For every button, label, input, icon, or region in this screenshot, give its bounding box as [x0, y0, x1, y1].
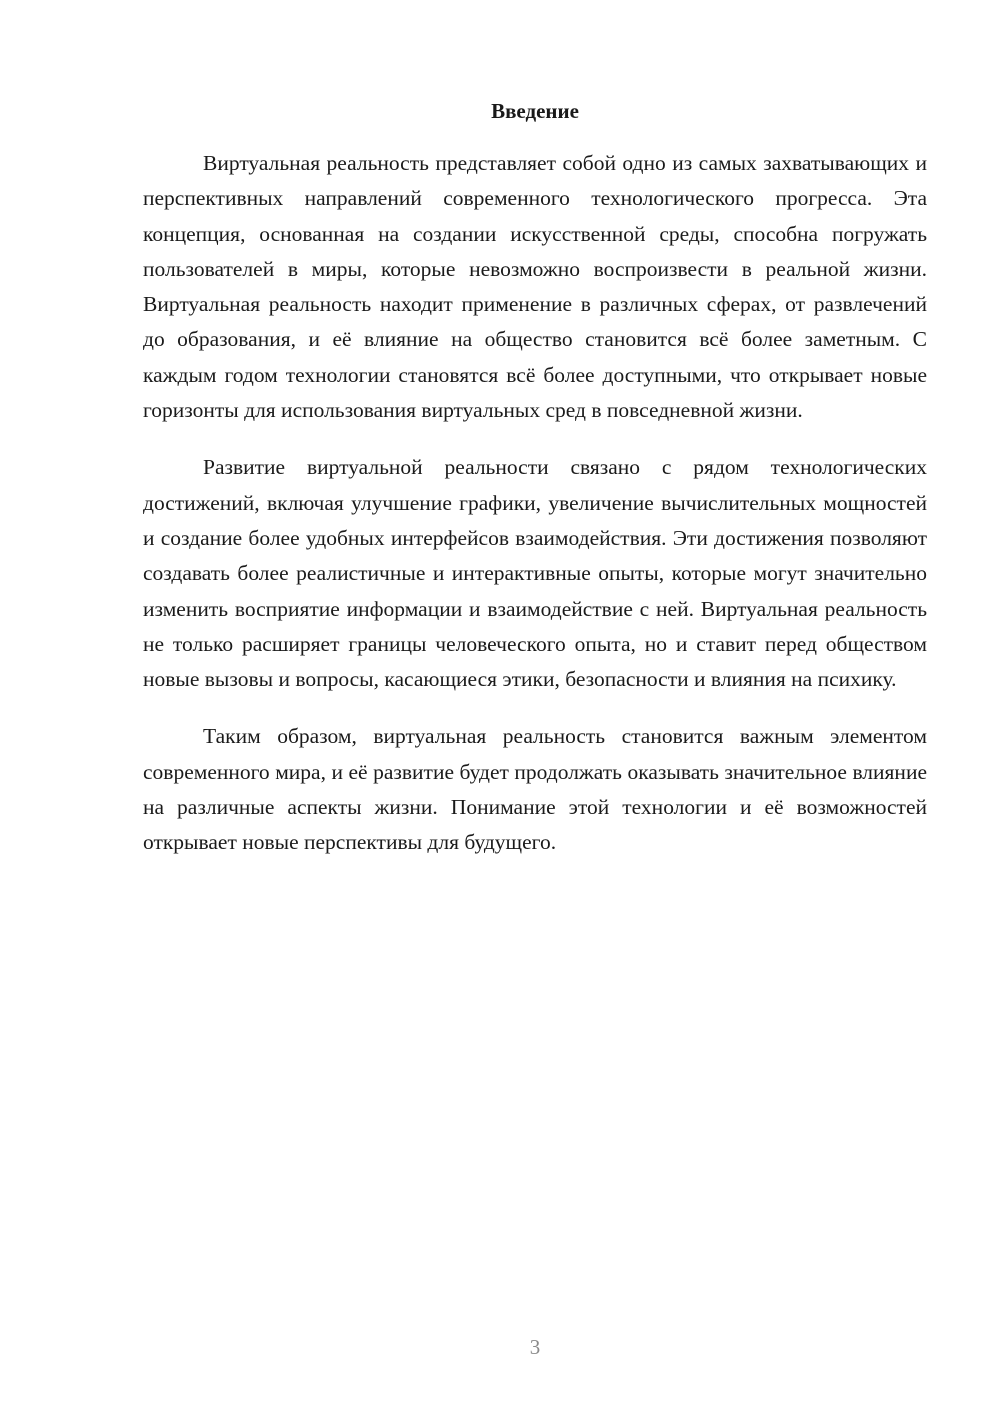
paragraph-1: Виртуальная реальность представляет собой одно из самых захватывающих и перспективных направлений современного технологического прогресса. Эта концепция, основанная на создании искусственной среды, способна погружать пользователей в миры, которые невозможно воспроизвести в реальной жизни. Виртуальная реальность находит применение в различных сферах, от развлечений до образования, и её влияние на общество становится всё более заметным. С каждым годом технологии становятся всё более доступными, что открывает новые горизонты для использования виртуальных сред в повседневной жизни.: [143, 151, 927, 423]
page-content: [143, 96, 927, 861]
page-number: 3: [529, 1335, 541, 1359]
paragraph-3: Таким образом, виртуальная реальность становится важным элементом современного мира, и её развитие будет продолжать оказывать значительное влияние на различные аспекты жизни. Понимание этой технологии и её возможностей открывает новые перспективы для будущего.: [143, 724, 927, 855]
section-heading: Введение: [491, 99, 579, 123]
paragraph-2: Развитие виртуальной реальности связано с рядом технологических достижений, включая улучшение графики, увеличение вычислительных мощностей и создание более удобных интерфейсов взаимодействия. Эти достижения позволяют создавать более реалистичные и интерактивные опыты, которые могут значительно изменить восприятие информации и взаимодействие с ней. Виртуальная реальность не только расширяет границы человеческого опыта, но и ставит перед обществом новые вызовы и вопросы, касающиеся этики, безопасности и влияния на психику.: [143, 455, 927, 692]
